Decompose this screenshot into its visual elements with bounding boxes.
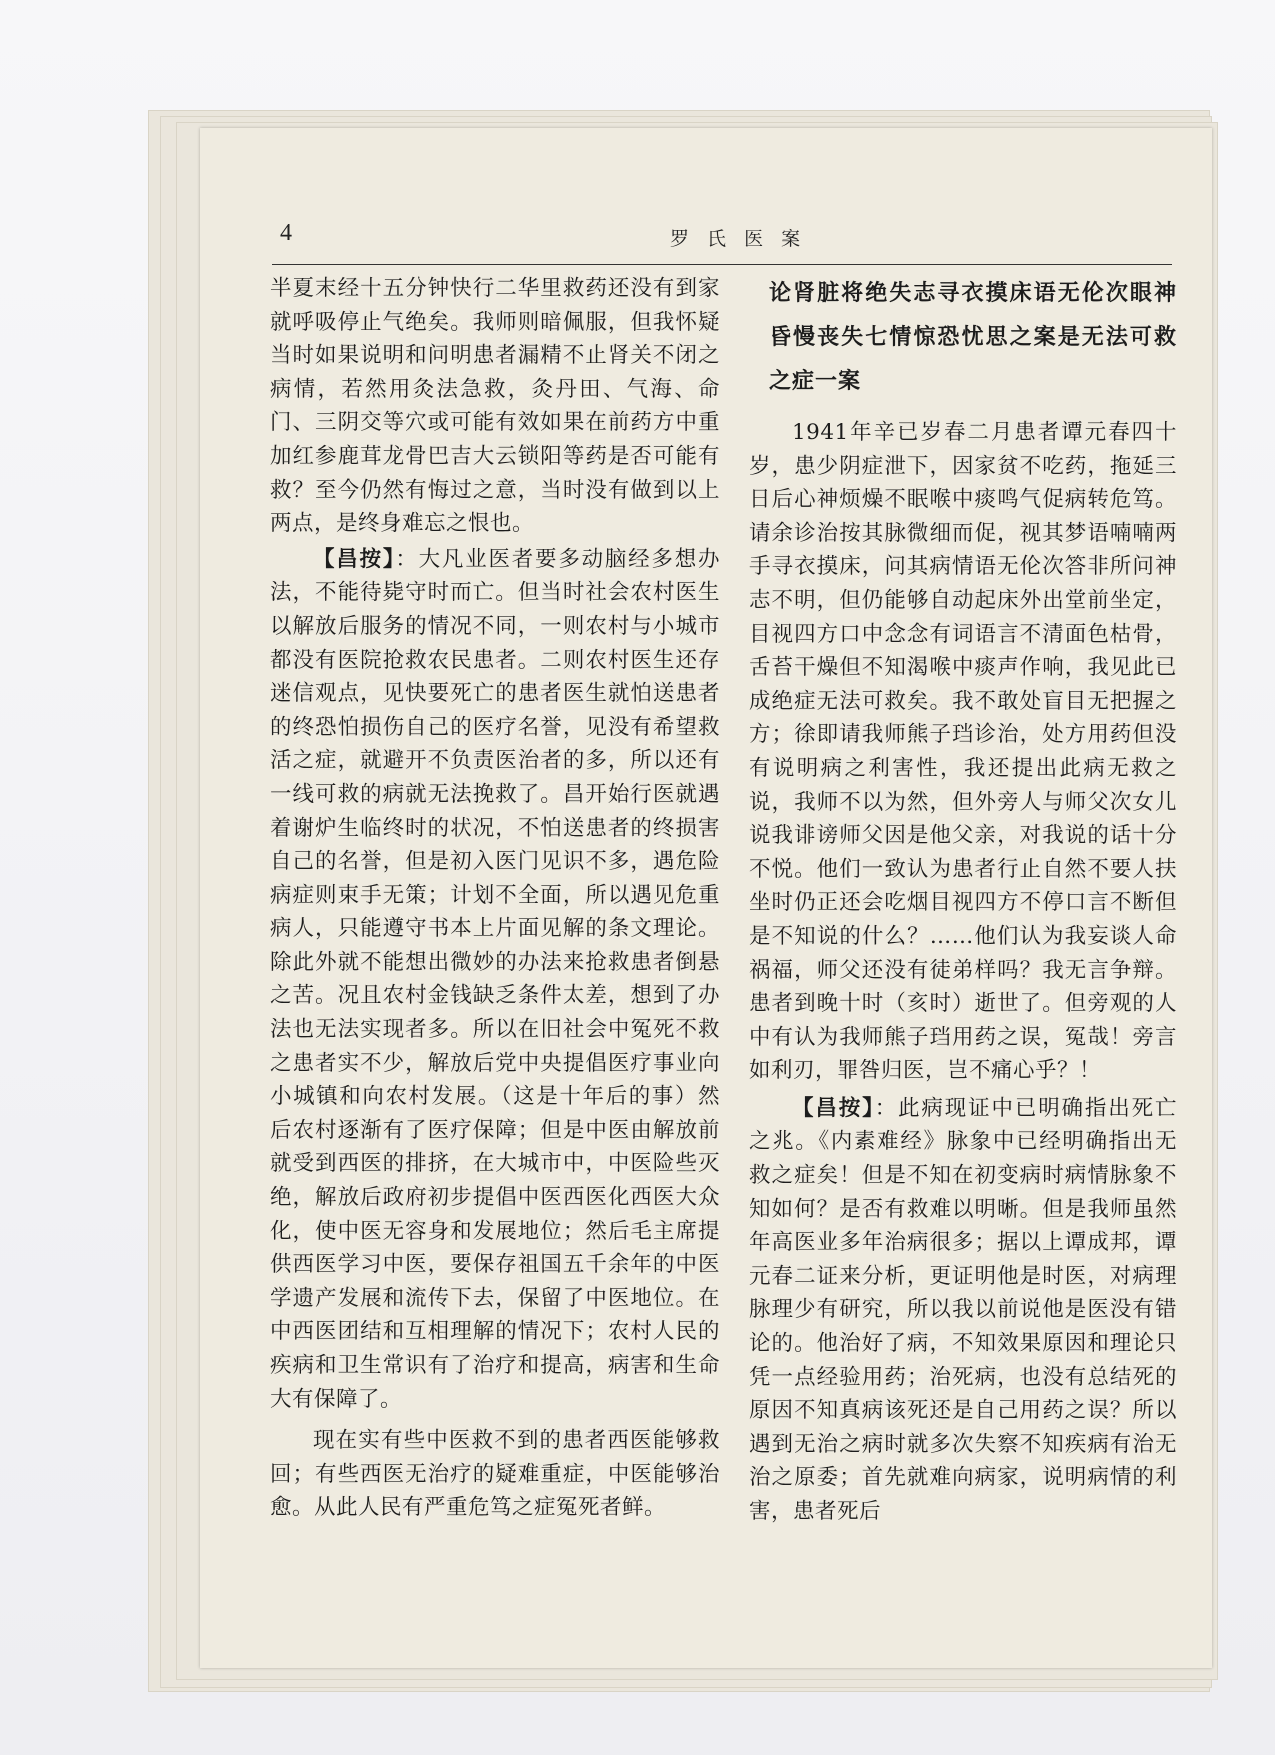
- case-title: 论肾脏将绝失志寻衣摸床语无伦次眼神昏慢丧失七情惊恐忧思之案是无法可救之症一案: [769, 281, 1177, 394]
- book-page: [200, 128, 1212, 1668]
- commentary-paragraph: [749, 1092, 1177, 1529]
- right-column: [749, 272, 1177, 1529]
- left-column: [270, 272, 720, 1525]
- commentary-paragraph: [270, 543, 720, 1416]
- commentary-text: ：大凡业医者要多动脑经多想办法，不能待毙守时而亡。但当时社会农村医生以解放后服务的情况不同，一则农村与小城市都没有医院抢救农民患者。二则农村医生还存迷信观点，见快要死亡的患者医生就怕送患者的终恐怕损伤自己的医疗名誉，见没有希望救活之症，就避开不负责医治者的多，所以还有一线可救的病就无法挽救了。昌开始行医就遇着谢炉生临终时的状况，不怕送患者的终损害自己的名誉，但是初入医门见识不多，遇危险病症则束手无策；计划不全面，所以遇见危重病人，只能遵守书本上片面见解的条文理论。除此外就不能想出微妙的办法来抢救患者倒悬之苦。况且农村金钱缺乏条件太差，想到了办法也无法实现者多。所以在旧社会中冤死不救之患者实不少，解放后党中央提倡医疗事业向小城镇和向农村发展。（这是十年后的事）然后农村逐渐有了医疗保障；但是中医由解放前就受到西医的排挤，在大城市中，中医险些灭绝，解放后政府初步提倡中医西医化西医大众化，使中医无容身和发展地位；然后毛主席提供西医学习中医，要保存祖国五千余年的中医学遗产发展和流传下去，保留了中医地位。在中西医团结和互相理解的情况下；农村人民的疾病和卫生常识有了治疗和提高，病害和生命大有保障了。: [270, 546, 720, 1412]
- commentary-label: 【昌按】: [313, 546, 396, 572]
- page-number: 4: [280, 220, 292, 246]
- paragraph: 现在实有些中医救不到的患者西医能够救回；有些西医无治疗的疑难重症，中医能够治愈。从此人民有严重危笃之症冤死者鲜。: [270, 1428, 720, 1521]
- header-rule: [272, 264, 1172, 265]
- paragraph: 1941年辛已岁春二月患者谭元春四十岁，患少阴症泄下，因家贫不吃药，拖延三日后心神烦燥不眠喉中痰鸣气促病转危笃。请余诊治按其脉微细而促，视其梦语喃喃两手寻衣摸床，问其病情语无伦次答非所问神志不明，但仍能够自动起床外出堂前坐定，目视四方口中念念有词语言不清面色枯骨，舌苔干燥但不知渴喉中痰声作响，我见此已成绝症无法可救矣。我不敢处盲目无把握之方；徐即请我师熊子珰诊治，处方用药但没有说明病之利害性，我还提出此病无救之说，我师不以为然，但外旁人与师父次女儿说我诽谤师父因是他父亲，对我说的话十分不悦。他们一致认为患者行止自然不要人扶坐时仍正还会吃烟目视四方不停口言不断但是不知说的什么？……他们认为我妄谈人命祸福，师父还没有徒弟样吗？我无言争辩。患者到晚十时（亥时）逝世了。但旁观的人中有认为我师熊子珰用药之误，冤哉！旁言如利刃，罪咎归医，岂不痛心乎？！: [749, 420, 1177, 1084]
- commentary-text: ：此病现证中已明确指出死亡之兆。《内素难经》脉象中已经明确指出无救之症矣！但是不知在初变病时病情脉象不知如何？是否有救难以明晰。但是我师虽然年高医业多年治病很多；据以上谭成邦，谭元春二证来分析，更证明他是时医，对病理脉理少有研究，所以我以前说他是医没有错论的。他治好了病，不知效果原因和理论只凭一点经验用药；治死病，也没有总结死的原因不知真病该死还是自己用药之误？所以遇到无治之病时就多次失察不知疾病有治无治之原委；首先就难向病家，说明病情的利害，患者死后: [749, 1095, 1177, 1524]
- paragraph: 半夏末经十五分钟快行二华里救药还没有到家就呼吸停止气绝矣。我师则暗佩服，但我怀疑当时如果说明和问明患者漏精不止肾关不闭之病情，若然用灸法急救，灸丹田、气海、命门、三阴交等穴或可能有效如果在前药方中重加红参鹿茸龙骨巴吉大云锁阳等药是否可能有救？至今仍然有悔过之意，当时没有做到以上两点，是终身难忘之恨也。: [270, 276, 720, 537]
- running-title: 罗 氏 医 案: [670, 228, 807, 250]
- commentary-label: 【昌按】: [792, 1095, 875, 1121]
